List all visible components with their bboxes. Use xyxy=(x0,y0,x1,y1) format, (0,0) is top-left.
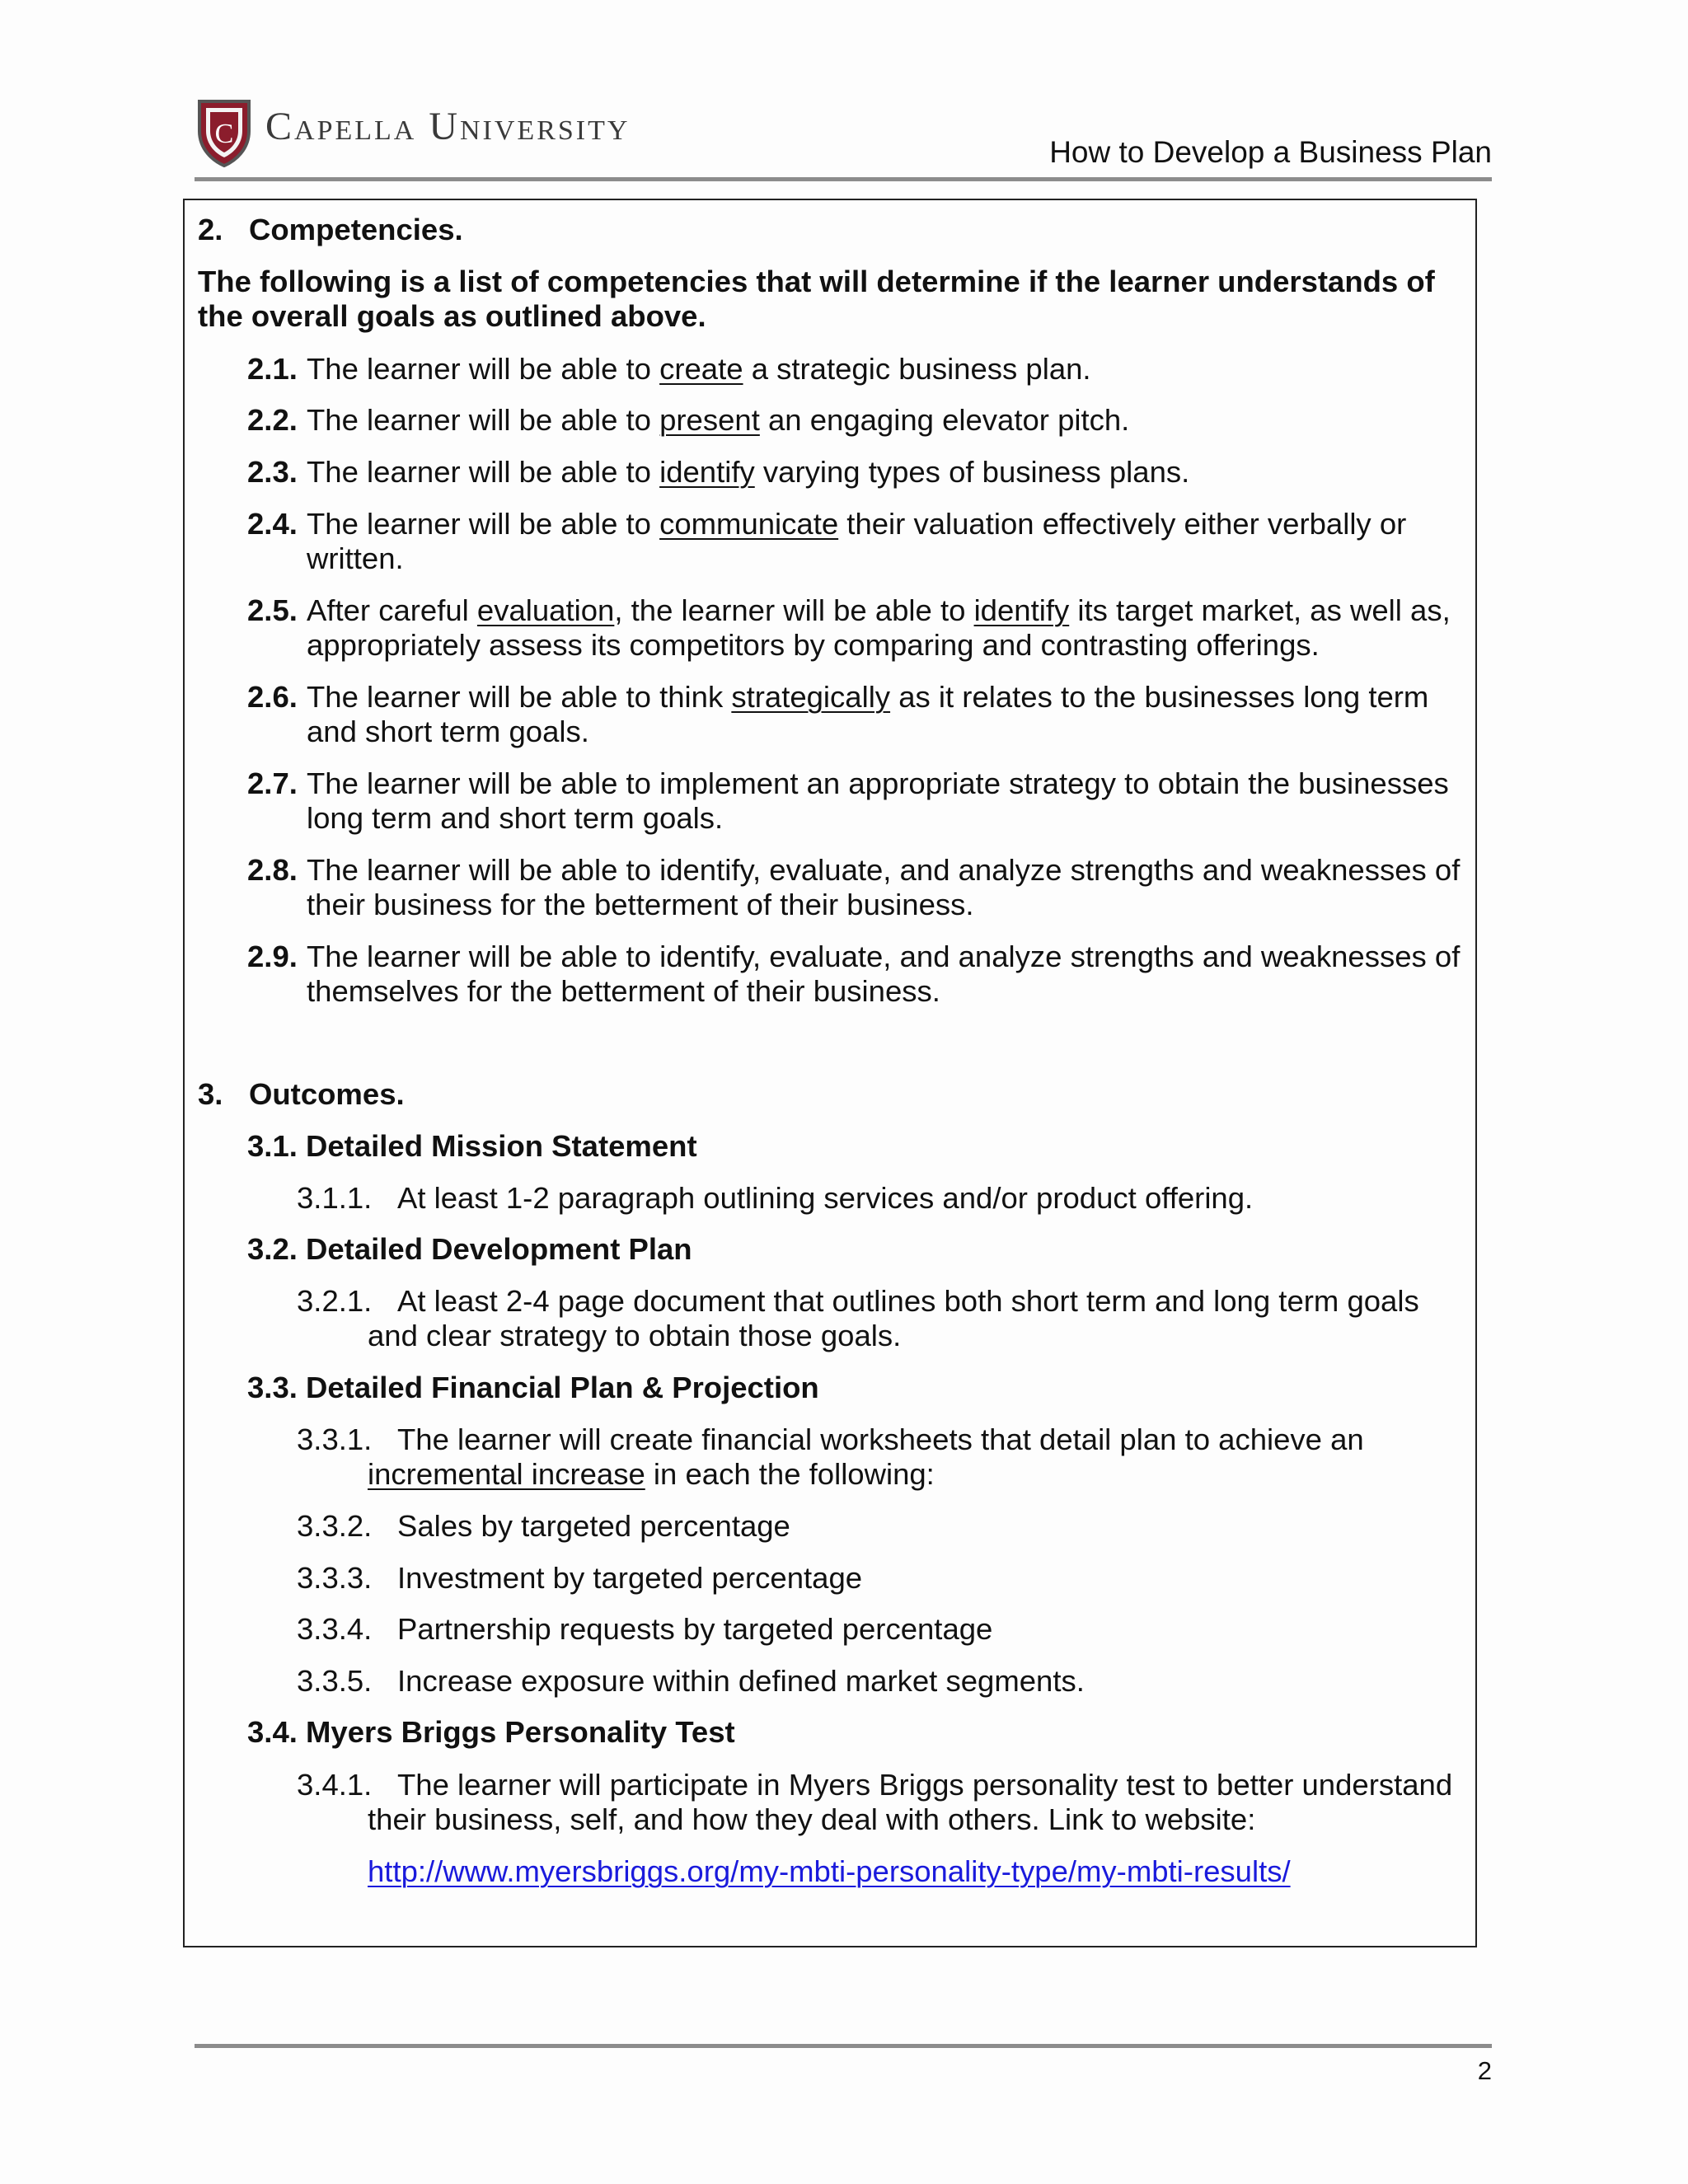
page-number: 2 xyxy=(1477,2056,1492,2085)
competency-number: 2.3. xyxy=(247,455,298,489)
competency-number: 2.4. xyxy=(247,507,298,541)
section-2-intro: The following is a list of competencies that will determine if the learner understands of the overall goals as outlined above. xyxy=(198,265,1435,333)
outcome-text: Increase exposure within defined market segments. xyxy=(397,1664,1085,1698)
outcome-text-continued: incremental increase in each the following: xyxy=(368,1457,935,1491)
outcome-text: Partnership requests by targeted percentage xyxy=(397,1612,993,1646)
competency-number: 2.5. xyxy=(247,593,298,627)
competency-number: 2.8. xyxy=(247,853,298,887)
outcome-text-continued: and clear strategy to obtain those goals. xyxy=(368,1319,902,1352)
competency-number: 2.6. xyxy=(247,680,298,714)
svg-text:C: C xyxy=(214,119,234,149)
competency-text: The learner will be able to identify, evaluate, and analyze strengths and weaknesses of their business for the betterment of their business. xyxy=(307,853,1461,921)
section-3-number: 3. xyxy=(198,1077,223,1111)
logo-text: Capella University xyxy=(265,104,631,148)
outcome-text: At least 2-4 page document that outlines both short term and long term goals xyxy=(397,1284,1419,1318)
capella-logo xyxy=(196,96,630,170)
capella-shield-icon xyxy=(196,98,252,167)
outcome-text: Sales by targeted percentage xyxy=(397,1509,790,1543)
outcome-number: 3.2.1. xyxy=(297,1284,373,1318)
competency-text: The learner will be able to identify varying types of business plans. xyxy=(307,455,1190,489)
competency-text: The learner will be able to communicate their valuation effectively either verbally or written. xyxy=(307,507,1407,575)
competency-number: 2.2. xyxy=(247,403,298,437)
outcome-heading: 3.1. Detailed Mission Statement xyxy=(247,1129,697,1163)
outcome-text: At least 1-2 paragraph outlining services and/or product offering. xyxy=(397,1181,1254,1215)
outcome-number: 3.3.4. xyxy=(297,1612,373,1646)
outcome-number: 3.4.1. xyxy=(297,1768,373,1802)
competency-number: 2.7. xyxy=(247,766,298,800)
section-2-heading: Competencies. xyxy=(249,213,463,246)
outcome-number: 3.3.2. xyxy=(297,1509,373,1543)
outcome-text: The learner will create financial worksheets that detail plan to achieve an xyxy=(397,1422,1364,1456)
competency-text: The learner will be able to present an engaging elevator pitch. xyxy=(307,403,1130,437)
section-3-heading: Outcomes. xyxy=(249,1077,405,1111)
header-divider xyxy=(195,177,1492,181)
outcome-number: 3.3.3. xyxy=(297,1561,373,1595)
section-2-number: 2. xyxy=(198,213,223,246)
competency-text: After careful evaluation, the learner will be able to identify its target market, as well as, appropriately assess its competitors by comparing and contrasting offerings. xyxy=(307,593,1451,662)
outcome-text: Investment by targeted percentage xyxy=(397,1561,863,1595)
outcome-text-continued: their business, self, and how they deal with others. Link to website: xyxy=(368,1802,1256,1836)
competency-text: The learner will be able to identify, evaluate, and analyze strengths and weaknesses of themselves for the betterment of their business. xyxy=(307,940,1461,1008)
competency-text: The learner will be able to create a strategic business plan. xyxy=(307,352,1091,386)
competency-number: 2.1. xyxy=(247,352,298,386)
outcome-heading: 3.4. Myers Briggs Personality Test xyxy=(247,1715,735,1749)
outcome-heading: 3.2. Detailed Development Plan xyxy=(247,1232,692,1266)
outcome-number: 3.3.5. xyxy=(297,1664,373,1698)
competency-text: The learner will be able to implement an appropriate strategy to obtain the businesses long term and short term goals. xyxy=(307,766,1449,835)
outcome-number: 3.3.1. xyxy=(297,1422,373,1456)
competency-text: The learner will be able to think strategically as it relates to the businesses long term and short term goals. xyxy=(307,680,1429,748)
outcome-text: The learner will participate in Myers Briggs personality test to better understand xyxy=(397,1768,1453,1802)
outcome-number: 3.1.1. xyxy=(297,1181,373,1215)
competency-number: 2.9. xyxy=(247,940,298,973)
footer-divider xyxy=(195,2044,1492,2048)
document-title: How to Develop a Business Plan xyxy=(1049,135,1492,169)
myers-briggs-link[interactable]: http://www.myersbriggs.org/my-mbti-personality-type/my-mbti-results/ xyxy=(368,1854,1291,1888)
outcome-heading: 3.3. Detailed Financial Plan & Projection xyxy=(247,1371,819,1404)
